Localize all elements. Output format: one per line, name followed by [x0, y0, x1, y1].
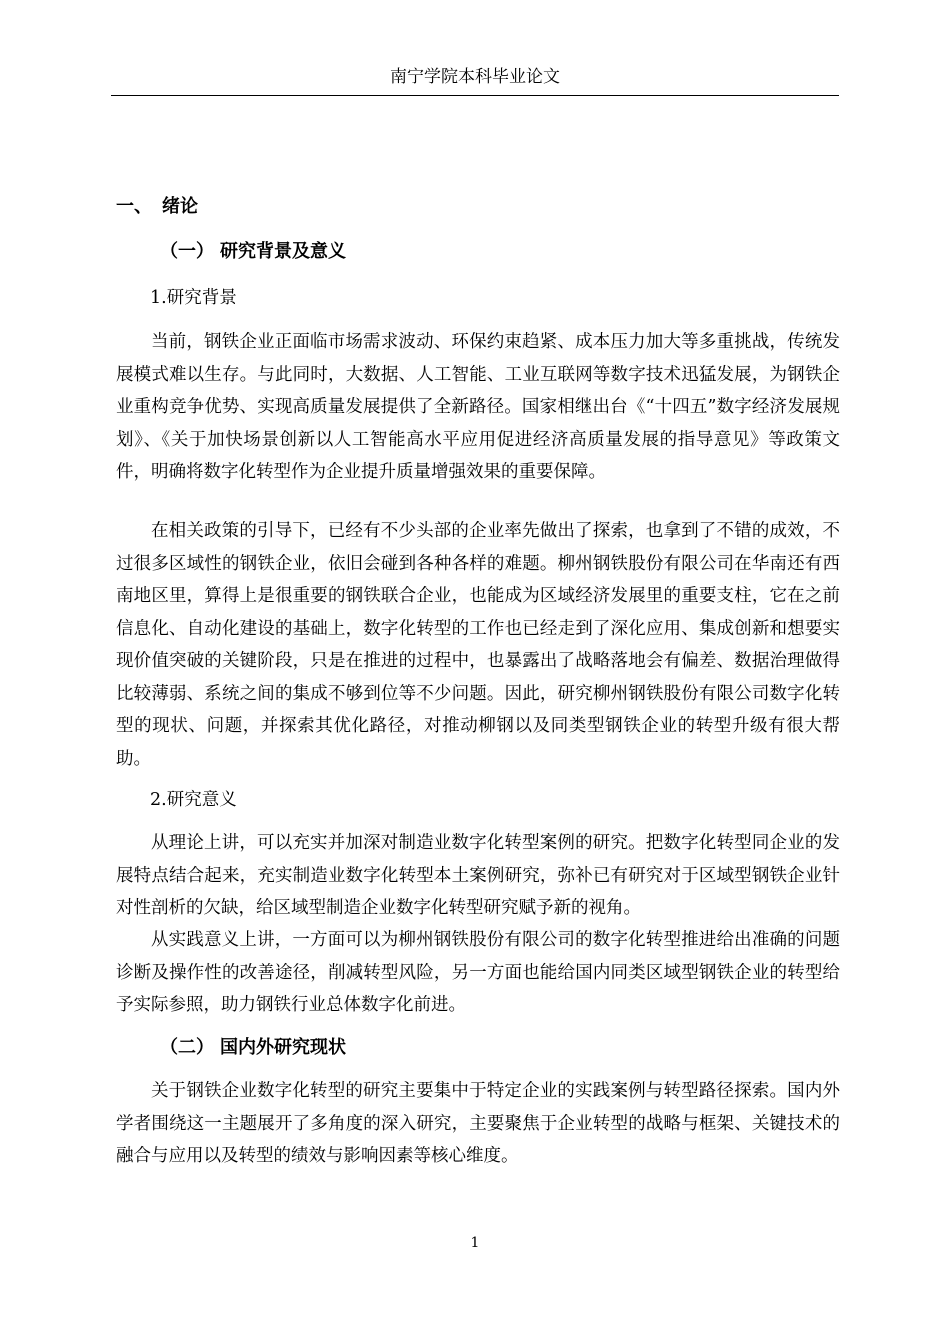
section-title: 研究背景及意义 — [220, 241, 346, 262]
paragraph-significance-theory: 从理论上讲，可以充实并加深对制造业数字化转型案例的研究。把数字化转型同企业的发展特点结合起来，充实制造业数字化转型本土案例研究，弥补已有研究对于区域型钢铁企业针对性剖析的欠缺，给区域型制造企业数字化转型研究赋予新的视角。 — [116, 833, 840, 918]
header-title: 南宁学院本科毕业论文 — [390, 67, 560, 87]
page-number: 1 — [470, 1235, 480, 1251]
paragraph-significance-practice: 从实践意义上讲，一方面可以为柳州钢铁股份有限公司的数字化转型推进给出准确的问题诊断及操作性的改善途径，削减转型风险，另一方面也能给国内同类区域型钢铁企业的转型给予实际参照，助力钢铁行业总体数字化前进。 — [116, 930, 840, 1015]
paragraph-background-1: 当前，钢铁企业正面临市场需求波动、环保约束趋紧、成本压力加大等多重挑战，传统发展模式难以生存。与此同时，大数据、人工智能、工业互联网等数字技术迅猛发展，为钢铁企业重构竞争优势、实现高质量发展提供了全新路径。国家相继出台《“十四五”数字经济发展规划》、《关于加快场景创新以人工智能高水平应用促进经济高质量发展的指导意见》等政策文件，明确将数字化转型作为企业提升质量增强效果的重要保障。 — [116, 332, 840, 482]
paragraph-research-status: 关于钢铁企业数字化转型的研究主要集中于特定企业的实践案例与转型路径探索。国内外学者围绕这一主题展开了多角度的深入研究，主要聚焦于企业转型的战略与框架、关键技术的融合与应用以及转型的绩效与影响因素等核心维度。 — [116, 1081, 840, 1166]
section-title: 国内外研究现状 — [220, 1037, 346, 1058]
chapter-heading — [116, 195, 198, 219]
paragraph-background-2: 在相关政策的引导下，已经有不少头部的企业率先做出了探索，也拿到了不错的成效，不过很多区域性的钢铁企业，依旧会碰到各种各样的难题。柳州钢铁股份有限公司在华南还有西南地区里，算得上是很重要的钢铁联合企业，也能成为区域经济发展里的重要支柱，它在之前信息化、自动化建设的基础上，数字化转型的工作也已经走到了深化应用、集成创新和想要实现价值突破的关键阶段，只是在推进的过程中，也暴露出了战略落地会有偏差、数据治理做得比较薄弱、系统之间的集成不够到位等不少问题。因此，研究柳州钢铁股份有限公司数字化转型的现状、问题，并探索其优化路径，对推动柳钢以及同类型钢铁企业的转型升级有很大帮助。 — [116, 521, 840, 769]
chapter-number: 一、 — [116, 196, 152, 217]
header-divider — [111, 95, 839, 96]
section-heading-research-status — [160, 1036, 346, 1060]
section-number: （二） — [160, 1037, 214, 1058]
chapter-title: 绪论 — [162, 196, 198, 217]
section-heading-background — [160, 240, 346, 264]
subsection-heading-background: 1.研究背景 — [150, 288, 237, 308]
subsection-heading-significance: 2.研究意义 — [150, 790, 237, 810]
section-number: （一） — [160, 241, 214, 262]
